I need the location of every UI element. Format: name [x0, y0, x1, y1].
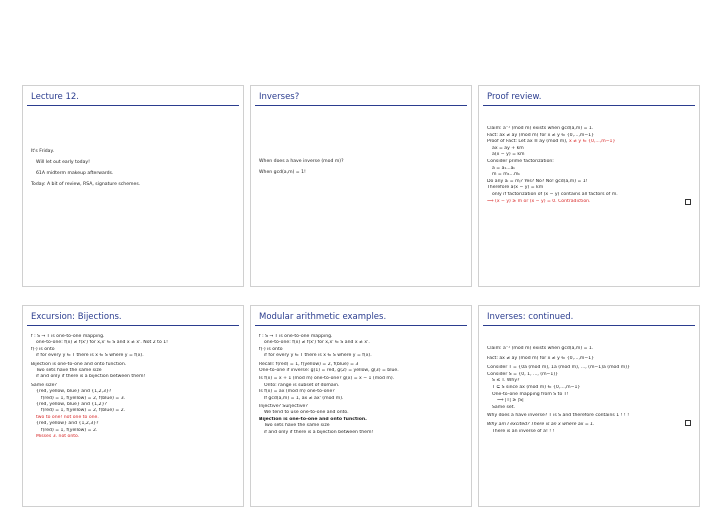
- slide-body: [259, 156, 465, 282]
- text-line: if and only if there is a bijection between them!: [36, 374, 146, 380]
- text-line: Two sets have the same size: [264, 423, 330, 429]
- text-line: {red, yellow, blue} and {1,2}?: [36, 402, 107, 408]
- text-line: Injective? Surjective?: [259, 404, 308, 410]
- text-line: f(red) = 1, f(yellow) = 2, f(blue) = 3.: [41, 395, 126, 401]
- text-line: if for every y ∈ T there is x ∈ S where y = f(x).: [36, 353, 144, 359]
- text-line: T ⊆ S since ax (mod m) ∈ {0,...,m−1}: [492, 384, 581, 390]
- text-line: ⟹ |T| ≥ |S|: [497, 398, 524, 404]
- condition-text: x ≠ y ∈ {0,...,m−1}: [568, 139, 616, 145]
- text-line: If gcd(a,m) = 1, ax ≠ ax' (mod m).: [264, 395, 344, 401]
- slide-title: Excursion: Bijections.: [31, 312, 122, 322]
- text-line: f(red) = 1, f(yellow) = 2.: [41, 427, 98, 433]
- slide-body: [259, 334, 465, 502]
- text-line: Recall: f(red) = 1, f(yellow) = 2, f(blue) = 3: [259, 361, 359, 367]
- text-line: Onto: range is subset of domain.: [264, 382, 340, 388]
- text-line: Same size?: [31, 382, 57, 388]
- text-line: It's Friday.: [31, 149, 54, 154]
- text-line: Why am I excited? There is an x where ax = 1.: [487, 421, 595, 427]
- text-line: One-to-one mapping from S to T!: [492, 391, 569, 397]
- slide-title: Lecture 12.: [31, 92, 79, 102]
- text-line: {red, yellow} and {1,2,3}?: [36, 421, 99, 427]
- slide-lecture-12: [22, 85, 244, 287]
- text-line: One-to-one if inverse: g(1) = red, g(2) = yellow, g(3) = blue.: [259, 368, 399, 374]
- title-rule: [483, 325, 695, 326]
- text-line: f(·) is onto: [31, 346, 55, 352]
- qed-square-icon: [685, 199, 691, 205]
- slide-inverses: [250, 85, 472, 287]
- text-line: Why does a have inverse? T is S and therefore contains 1 ! ! !: [487, 413, 630, 419]
- title-rule: [27, 105, 239, 106]
- text-line: Consider S = {0, 1, ..., (m−1)}: [487, 371, 559, 377]
- text-line: Bijection is one-to-one and onto function.: [259, 416, 367, 422]
- slide-body: [487, 346, 693, 502]
- text-line: f(·) is onto: [259, 346, 283, 352]
- title-rule: [255, 105, 467, 106]
- slide-excursion-bijections: [22, 305, 244, 507]
- slide-body: [31, 334, 237, 502]
- claim-line: Claim: a⁻¹ (mod m) exists when gcd(a,m) = 1.: [487, 126, 594, 131]
- text-line: S ≤ T. Why?: [492, 378, 520, 384]
- text-line: one-to-one: f(x) ≠ f(x') for x,x' ∈ S and x ≠ x'.: [264, 340, 370, 346]
- text-line: two to one! not one to one.: [36, 414, 99, 420]
- text-line: Will let out early today!: [36, 160, 90, 165]
- qed-square-icon: [685, 420, 691, 426]
- text-line: one-to-one: f(x) ≠ f(x') for x,x' ∈ S and x ≠ x'. Not 2 to 1!: [36, 340, 168, 346]
- slide-proof-review: [478, 85, 700, 287]
- slide-title: Inverses?: [259, 92, 300, 102]
- fact-line: Fact: ax ≠ ay (mod m) for x ≠ y ∈ {0,...,m−1}: [487, 355, 595, 361]
- title-rule: [255, 325, 467, 326]
- text-line: if for every y ∈ T there is x ∈ S where y = f(x).: [264, 353, 372, 359]
- text-line: f : S → T is one-to-one mapping.: [31, 334, 105, 339]
- slide-inverses-continued: [478, 305, 700, 507]
- text-line: f : S → T is one-to-one mapping.: [259, 334, 333, 339]
- text-line: 61A midterm makeup afterwards.: [36, 171, 114, 176]
- title-rule: [483, 105, 695, 106]
- slide-title: Modular arithmetic examples.: [259, 312, 387, 322]
- text-line: if and only if there is a bijection between them!: [264, 429, 374, 435]
- text-line: Today: A bit of review, RSA, signature schemes.: [31, 182, 141, 187]
- text-line: When gcd(a,m) = 1!: [259, 170, 306, 175]
- text-line: We tend to use one-to-one and onto.: [264, 410, 349, 416]
- text-line: Consider T = {0a (mod m), 1a (mod m), ..., (m−1)a (mod m)}: [487, 365, 630, 371]
- text-line: a(x − y) = km: [492, 152, 525, 158]
- text-line: Is f(x) = x + 1 (mod m) one-to-one? g(x) = x − 1 (mod m).: [259, 376, 395, 382]
- text-line: m = m₁...mₖ: [492, 172, 521, 178]
- claim-line: Claim: a⁻¹ (mod m) exists when gcd(a,m) = 1.: [487, 346, 594, 351]
- text-line: Same set.: [492, 404, 515, 410]
- proof-line: Proof of Fact: Let ax ≡ ay (mod m), x ≠ y ∈ {0,...,m−1}: [487, 139, 616, 145]
- title-rule: [27, 325, 239, 326]
- text-line: Two sets have the same size: [36, 368, 102, 374]
- contradiction-line: ⟹ (x − y) ≥ m or (x − y) = 0. Contradiction.: [487, 198, 591, 204]
- text-line: ax = ay + km: [492, 145, 524, 151]
- slide-modular-arithmetic-examples: [250, 305, 472, 507]
- slide-title: Inverses: continued.: [487, 312, 574, 322]
- text-line: When does a have inverse (mod m)?: [259, 159, 344, 164]
- text-line: f(red) = 1, f(yellow) = 2, f(blue) = 2.: [41, 408, 126, 414]
- text-line: only if factorization of (x − y) contains all factors of m.: [492, 191, 618, 197]
- fact-line: Fact: ax ≠ ay (mod m) for x ≠ y ∈ {0,...,m−1}: [487, 132, 595, 138]
- slide-body: [31, 146, 237, 282]
- text-line: {red, yellow, blue} and {1,2,3}?: [36, 389, 112, 395]
- text-line: Bijection is one-to-one and onto function.: [31, 361, 127, 367]
- slide-body: [487, 126, 693, 282]
- text-line: There is an inverse of a! ! !: [492, 428, 555, 434]
- slide-title: Proof review.: [487, 92, 542, 102]
- text-line: Therefore a(x − y) = km: [487, 185, 544, 191]
- text-line: Do any aᵢ = mⱼ? Yes? No? No! gcd(a,m) = 1!: [487, 178, 588, 184]
- text-line: a = a₁...aₖ: [492, 165, 516, 171]
- text-line: Misses 3. not onto.: [36, 434, 80, 440]
- text-line: Consider prime factorization:: [487, 158, 554, 164]
- text-line: Is f(x) = ax (mod m) one-to-one?: [259, 389, 335, 395]
